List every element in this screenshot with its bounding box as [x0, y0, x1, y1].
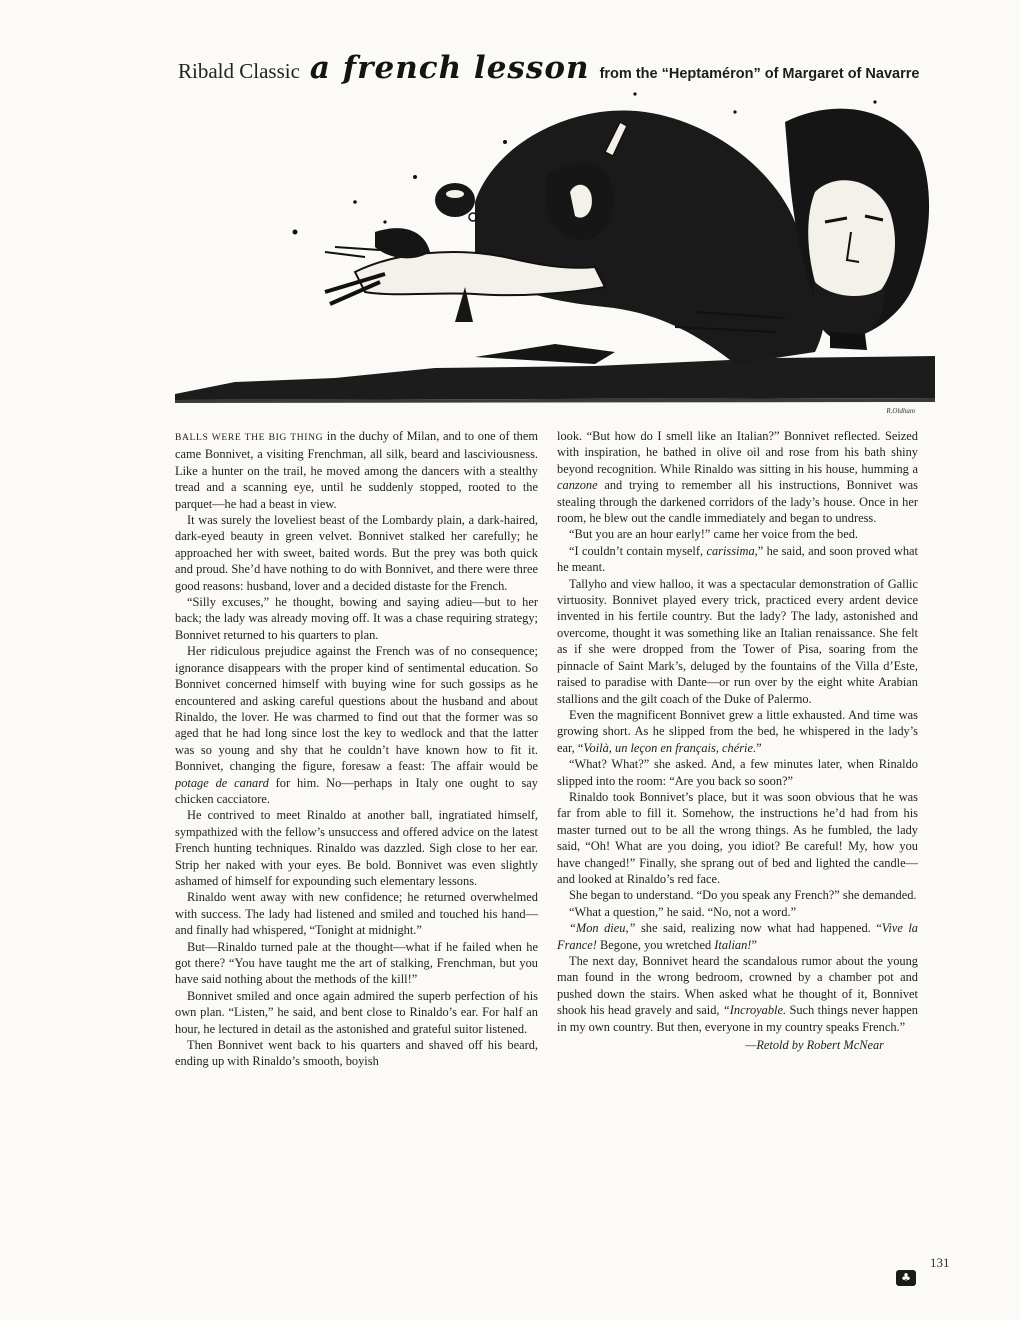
- paragraph: Rinaldo went away with new confidence; he returned overwhelmed with success. The lady had listened and smiled and touched his hand—and finally had whispered, “Tonight at midnight.”: [175, 890, 538, 938]
- paragraph: Her ridiculous prejudice against the French was of no consequence; ignorance disappears with the proper kind of sentimental education. So Bonnivet concerned himself with buying wine for such gossips as he encountered and asking careful questions about the husband and about Rinaldo, the lover. He was charmed to find out that the former was so aged that he had long since lost the key to wedlock and that the latter was so young and shy that he couldn’t have known how to fit it. Bonnivet, changing the figure, foresaw a feast: The affair would be potage de canard for him. No—perhaps in Italy one ought to say chicken cacciatore.: [175, 644, 538, 806]
- paragraph: She began to understand. “Do you speak any French?” she demanded.: [569, 888, 917, 903]
- paragraph: Then Bonnivet went back to his quarters and shaved off his beard, ending up with Rinaldo’s smooth, boyish: [175, 1038, 538, 1069]
- paragraph: Even the magnificent Bonnivet grew a little exhausted. And time was growing short. As he slipped from the bed, he whispered in the lady’s ear, “Voilà, un leçon en français, chérie.”: [557, 707, 918, 755]
- paragraph: “Silly excuses,” he thought, bowing and saying adieu—but to her back; the lady was already moving off. It was a chase requiring strategy; Bonnivet returned to his quarters to plan.: [175, 595, 538, 642]
- paragraph: look. “But how do I smell like an Italian?” Bonnivet reflected. Seized with inspiration, he bathed in olive oil and rose from his bath shiny beyond recognition. While Rinaldo was sitting in his house, humming a canzone and trying to remember all his instructions, Bonnivet was stealing through the darkened corridors of the lady’s house. Once in her room, he blew out the candle immediately and began to undress.: [557, 429, 918, 526]
- artist-signature: R.Oldham: [886, 407, 915, 415]
- woodcut-illustration: [175, 82, 935, 417]
- man-face-shape: [808, 180, 895, 305]
- article-column-left: [175, 428, 538, 1070]
- paragraph: “What? What?” she asked. And, a few minutes later, when Rinaldo slipped into the room: “Are you back so soon?”: [557, 757, 918, 788]
- story-title: a french lesson: [309, 50, 590, 86]
- paragraph: Tallyho and view halloo, it was a spectacular demonstration of Gallic virtuosity. Bonnivet played every trick, practiced every ardent device invented in his fertile country. But the lady? The lady, astonished and overcome, thought it was something like an Italian renaissance. She felt as if she were dropped from the Tower of Pisa, soaring from the pinnacle of Saint Mark’s, deluged by the fountains of the Villa d’Este, raised to paradise with Dante—or run over by the eight white Arabian stallions and the gilt coach of the Duke of Palermo.: [557, 576, 918, 706]
- headline: [178, 50, 958, 84]
- paragraph: “I couldn’t contain myself, carissima,” he said, and soon proved what he meant.: [557, 543, 918, 575]
- paragraph: “What a question,” he said. “No, not a word.”: [569, 904, 797, 919]
- end-mark-logo: ♣: [896, 1270, 916, 1286]
- lead-in: BALLS WERE THE BIG THING: [175, 432, 324, 443]
- ground-shape: [175, 356, 935, 400]
- paragraph: It was surely the loveliest beast of the Lombardy plain, a dark-haired, dark-eyed beauty in green velvet. Bonnivet stalked her carefully; he approached her with sweet, baited words. But the prey was both quick and proud. She’d have nothing to do with Bonnivet, and there were three good reasons: husband, lover and a decided distaste for the French.: [175, 513, 538, 593]
- series-title: Ribald Classic: [178, 59, 300, 83]
- paragraph: He contrived to meet Rinaldo at another ball, ingratiated himself, sympathized with the fellow’s unsuccess and offered advice on the latest French hunting techniques. Rinaldo was dazzled. Sigh close to her ear. Strip her naked with your eyes. Be bold. Bonnivet was even slightly ashamed of himself for expounding such elementary lessons.: [175, 808, 538, 888]
- paragraph: Bonnivet smiled and once again admired the superb perfection of his own plan. “Listen,” he said, and bent close to Rinaldo’s ear. For half an hour, he lectured in detail as the astonished and grateful suitor listened.: [175, 988, 538, 1036]
- story-source: from the “Heptaméron” of Margaret of Navarre: [599, 66, 920, 82]
- paragraph: The next day, Bonnivet heard the scandalous rumor about the young man found in the wrong bedroom, crowned by a chamber pot and pushed down the stairs. When asked what he thought of it, Bonnivet shook his head gravely and said, “Incroyable. Such things never happen in my own country. But then, everyone in my country speaks French.”: [557, 954, 918, 1034]
- chamber-pot-shape: [435, 183, 475, 217]
- paragraph: BALLS WERE THE BIG THING in the duchy of Milan, and to one of them came Bonnivet, a visiting Frenchman, all silk, beard and lasciviousness. Like a hunter on the trail, he moved among the dancers with a stealthy tread and a scanning eye, until he suddenly stopped, rooted to the parquet—he had a beast in view.: [175, 429, 538, 511]
- paragraph: Rinaldo took Bonnivet’s place, but it was soon obvious that he was far from able to fill it. Somehow, the instructions he’d had from his master turned out to be all the wrong things. As he fumbled, the lady said, “Oh! What are you doing, you idiot? Be careful! My, how you have changed!” Finally, she sprang out of bed and lighted the candle—and looked at Rinaldo’s red face.: [557, 789, 918, 886]
- page-number: 131: [930, 1255, 950, 1270]
- paragraph: “But you are an hour early!” came her voice from the bed.: [569, 527, 858, 542]
- shadow-figure-shape: [475, 110, 825, 364]
- paragraph: “Mon dieu,” she said, realizing now what had happened. “Vive la France! Begone, you wretched Italian!”: [557, 921, 918, 952]
- author-credit: —Retold by Robert McNear: [745, 1038, 884, 1053]
- article-column-right: [557, 428, 918, 1053]
- paragraph: But—Rinaldo turned pale at the thought—what if he failed when he got there? “You have taught me the art of stalking, Frenchman, but you have said nothing about the methods of the kill!”: [175, 939, 538, 987]
